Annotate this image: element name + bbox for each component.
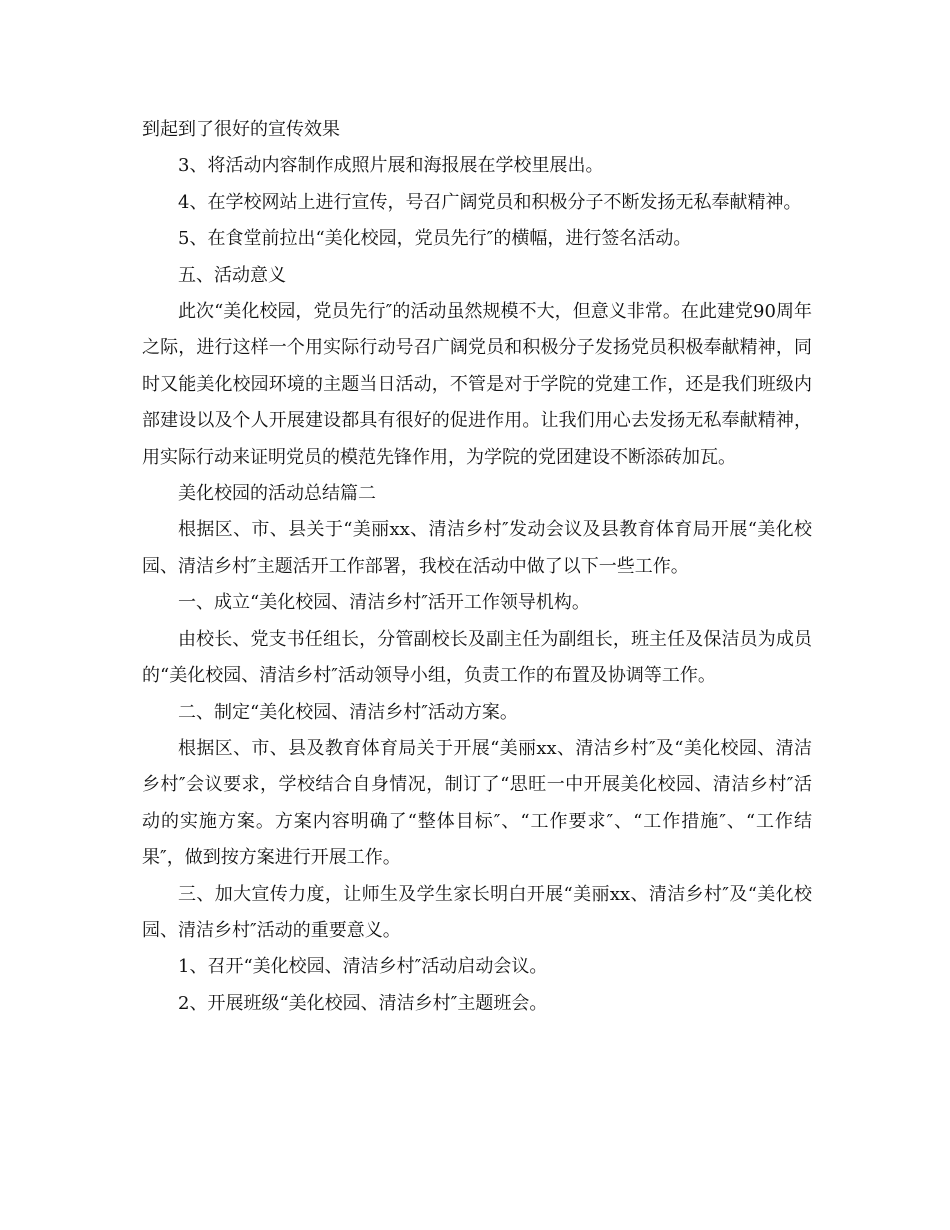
document-body (142, 112, 812, 1022)
paragraph-intro: 根据区、市、县关于“美丽xx、清洁乡村″发动会议及县教育体育局开展“美化校园、清洁乡村″主题活开工作部署，我校在活动中做了以下一些工作。 (142, 519, 812, 577)
paragraph-item-3: 3、将活动内容制作成照片展和海报展在学校里展出。 (178, 155, 604, 177)
paragraph-plan: 根据区、市、县及教育体育局关于开展“美丽xx、清洁乡村″及“美化校园、清洁乡村″会议要求，学校结合自身情况，制订了“思旺一中开展美化校园、清洁乡村″活动的实施方案。方案内容明确了“整体目标″、“工作要求″、“工作措施″、“工作结果″，做到按方案进行开展工作。 (142, 737, 812, 869)
section-heading-three: 三、加大宣传力度，让师生及学生家长明白开展“美丽xx、清洁乡村″及“美化校园、清洁乡村″活动的重要意义。 (142, 883, 812, 941)
paragraph-significance: 此次“美化校园，党员先行″的活动虽然规模不大，但意义非常。在此建党90周年之际，进行这样一个用实际行动号召广阔党员和积极分子发扬党员积极奉献精神，同时又能美化校园环境的主题当日活动，不管是对于学院的党建工作，还是我们班级内部建设以及个人开展建设都具有很好的促进作用。让我们用心去发扬无私奉献精神，用实际行动来证明党员的模范先锋作用，为学院的党团建设不断添砖加瓦。 (142, 301, 812, 468)
section-heading-significance: 五、活动意义 (178, 264, 286, 286)
paragraph-item-4: 4、在学校网站上进行宣传，号召广阔党员和积极分子不断发扬无私奉献精神。 (178, 191, 802, 213)
section-heading-one: 一、成立“美化校园、清洁乡村″活开工作领导机构。 (178, 592, 590, 614)
section-heading-two: 二、制定“美化校园、清洁乡村″活动方案。 (178, 701, 518, 723)
paragraph-leadership: 由校长、党支书任组长，分管副校长及副主任为副组长，班主任及保洁员为成员的“美化校园、清洁乡村″活动领导小组，负责工作的布置及协调等工作。 (142, 628, 812, 687)
paragraph-item-2: 2、开展班级“美化校园、清洁乡村″主题班会。 (178, 992, 548, 1014)
article-title-part-two: 美化校园的活动总结篇二 (178, 483, 376, 505)
paragraph-item-5: 5、在食堂前拉出“美化校园，党员先行″的横幅，进行签名活动。 (178, 228, 692, 250)
paragraph-item-1: 1、召开“美化校园、清洁乡村″活动启动会议。 (178, 956, 548, 978)
paragraph-continuation: 到起到了很好的宣传效果 (142, 119, 340, 140)
